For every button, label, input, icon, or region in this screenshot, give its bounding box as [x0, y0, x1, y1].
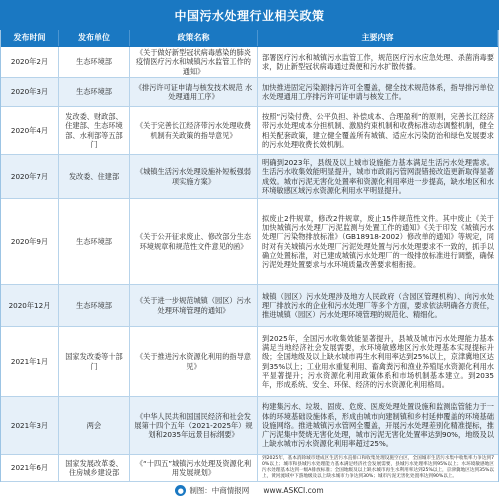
cell-name: [130, 78, 258, 106]
table-row: [1, 397, 498, 455]
cell-date: 2020年9月: [1, 199, 59, 284]
source-url[interactable]: www.ASKCI.com: [263, 486, 324, 495]
cell-date: 2021年1月: [1, 327, 59, 396]
policy-dept: 发改委、财政部、住建部、生态环境部、水利部等五部门: [65, 112, 123, 149]
cell-content: [258, 327, 498, 396]
header-date: 发布时间: [1, 30, 59, 46]
policy-name: 《关于推进污水资源化利用的指导意见》: [135, 352, 251, 371]
cell-name: [130, 285, 258, 326]
source-text: 制图：中商情报网: [189, 485, 250, 495]
cell-content: [258, 78, 498, 106]
policy-name: 《中华人民共和国国民经济和社会发展第十四个五年（2021-2025年）规划和2035年远景目标纲要》: [134, 411, 253, 440]
policy-name: 《排污许可证申请与核发技术规范 水处理通用工序》: [134, 82, 253, 101]
cell-content: [258, 455, 498, 481]
table-row: [1, 78, 498, 107]
policy-content: 部署医疗污水和城镇污水监管工作，规范医疗污水应急处理、杀菌消毒要求，防止新型冠状病毒通过粪便和污水扩散传播。: [262, 52, 494, 71]
policy-table: [0, 30, 499, 482]
cell-name: [130, 327, 258, 396]
cell-name: [130, 199, 258, 284]
cell-date: 2021年6月: [1, 455, 59, 481]
cell-date: 2020年4月: [1, 107, 59, 154]
footer: [0, 482, 499, 499]
cell-date: 2020年3月: [1, 78, 59, 106]
policy-name: 《关于公开征求废止、修改部分生态环境规章和规范性文件意见的函》: [135, 232, 251, 251]
cell-date: 2021年3月: [1, 397, 59, 454]
cell-dept: 发改委、住建部: [59, 155, 130, 198]
cell-name: [130, 397, 258, 454]
cell-name: [130, 107, 258, 154]
cell-name: [130, 155, 258, 198]
cell-content: [258, 397, 498, 454]
cell-date: 2020年2月: [1, 47, 59, 77]
header-content: 主要内容: [258, 30, 498, 46]
cell-content: [258, 199, 498, 284]
policy-dept: 国家发展改革委、住房城乡建设部: [65, 458, 123, 477]
cell-dept: 生态环境部: [59, 199, 130, 284]
cell-date: 2020年12月: [1, 285, 59, 326]
cell-name: [130, 47, 258, 77]
policy-content: 到2025年，基本消除城市建成区生活污水直排口和收集处理设施空白区，全国城市生活污水集中收集率力争达到70%以上；城市和县城污水处理能力基本满足经济社会发展需要，县城污水处理率达到95%以上；水环境敏感地区污水处理基本达到一级A排放标准；全国地级及以上缺水城市再生水利用率达到25%以上，京津冀地区达到35%以上，黄河流域中下游地级及以上缺水城市力争达到30%；城市污泥无害化处置率达到90%以上。: [262, 456, 494, 479]
policy-content: 加快推进固定污染源排污许可全覆盖，健全技术规范体系，指导排污单位水处理通用工序排污许可证申请与核发工作。: [262, 82, 494, 101]
policy-content: 构建集污水、垃圾、固废、危废、医废处理处置设施和监测监管能力于一体的环境基础设施体系，形成由城市向建制镇和乡村延伸覆盖的环境基础设施网络。推进城镇污水管网全覆盖，开展污水处理差别化精准提标，推广污泥集中焚烧无害化处理，城市污泥无害化处置率达到90%，地级及以上缺水城市污水资源化利用率超过25%。: [262, 402, 494, 449]
policy-content: 到2025年，全国污水收集效能显著提升，县城及城市污水处理能力基本满足当地经济社会发展需要，水环境敏感地区污水处理基本实现提标升级；全国地级及以上缺水城市再生水利用率达到25%以上，京津冀地区达到35%以上；工业用水重复利用、畜禽粪污和渔业养殖尾水资源化利用水平显著提升；污水资源化利用政策体系和市场机制基本建立。到2035年，形成系统、安全、环保、经济的污水资源化利用格局。: [262, 333, 494, 389]
askci-logo-icon: ●: [175, 485, 186, 496]
table-row: [1, 155, 498, 199]
cell-content: [258, 155, 498, 198]
cell-content: [258, 47, 498, 77]
header-dept: 发布单位: [59, 30, 130, 46]
table-row: [1, 455, 498, 482]
table-row: [1, 327, 498, 397]
policy-name: 《关于完善长江经济带污水处理收费机制有关政策的指导意见》: [135, 121, 251, 140]
table-row: [1, 199, 498, 285]
table-row: [1, 285, 498, 327]
header-name: 政策名称: [130, 30, 258, 46]
table-header-row: [1, 30, 498, 47]
policy-name: 《关于进一步规范城镇（园区）污水处理环境管理的通知》: [135, 296, 251, 315]
cell-dept: [59, 107, 130, 154]
policy-name: 《城镇生活污水处理设施补短板强弱项实施方案》: [135, 167, 251, 186]
cell-dept: 国家发改委等十部门: [59, 327, 130, 396]
cell-dept: [59, 455, 130, 481]
policy-name: 《关于做好新型冠状病毒感染的肺炎疫情医疗污水和城镇污水监管工作的通知》: [135, 48, 251, 76]
policy-name: 《“十四五”城镇污水处理及资源化利用发展规划》: [135, 458, 252, 477]
table-row: [1, 107, 498, 155]
page-title: 中国污水处理行业相关政策: [0, 0, 499, 30]
source-credit: [175, 485, 249, 497]
policy-content: 按照“污染付费、公平负担、补偿成本、合理盈利”的原则，完善长江经济带污水处理成本分担机制、激励约束机制和收费标准动态调整机制，健全相关配套政策，建立健全覆盖所有城镇、适应水污染防治和绿色发展要求的污水处理收费长效机制。: [262, 112, 494, 149]
cell-content: [258, 285, 498, 326]
cell-content: [258, 107, 498, 154]
cell-dept: 两会: [59, 397, 130, 454]
cell-dept: 生态环境部: [59, 285, 130, 326]
cell-date: 2020年7月: [1, 155, 59, 198]
cell-dept: 生态环境部: [59, 47, 130, 77]
policy-content: 拟废止2件规章，修改2件规章，废止15件规范性文件。其中废止《关于加快城镇污水处理厂污泥监测与处置工作的通知》《关于印发《城镇污水处理厂污染物排放标准》（GB18918-2002）修改单的通知》等规定，同时对有关城镇污水处理厂污泥处理处置与污水处理要求不一致的，抓手以确立处置标准，对已建成城镇污水处理厂的一级排放标准进行调整，确保污泥处理处置要求与水环境质量改善要求相衔接。: [262, 213, 494, 269]
cell-dept: 生态环境部: [59, 78, 130, 106]
table-row: [1, 47, 498, 78]
policy-content: 明确到2023年，县级及以上城市设施能力基本满足生活污水处理需求。生活污水收集效能明显提升，城市市政雨污管网混错接改造更新取得显著成效。城市污泥无害化处置率和资源化利用率进一步提高，缺水地区和水环境敏感区域污水资源化利用水平明显提升。: [262, 158, 494, 195]
policy-content: 城镇（园区）污水处理涉及地方人民政府（含园区管理机构）、向污水处理厂排放污水的企业和污水处理厂等多个方面，要求依法明确各方责任，推进城镇（园区）污水处理环境管理的规范化、精细化。: [262, 291, 494, 320]
cell-name: [130, 455, 258, 481]
